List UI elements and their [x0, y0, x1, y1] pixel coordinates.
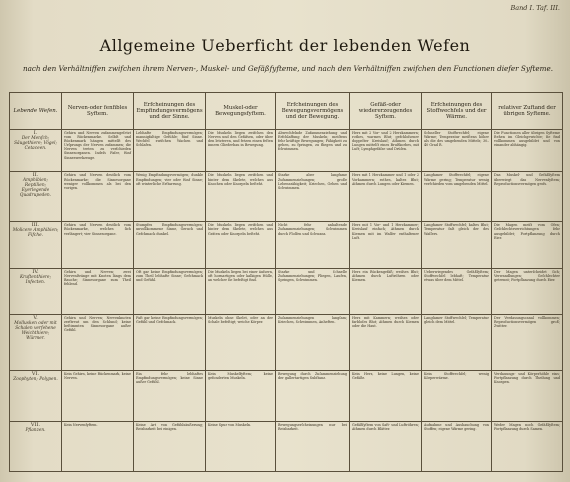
table-cell: Herz ein Rückengefäß; weiſses Blut; Athmen durch Luftröhren oder Kiemen.	[350, 269, 422, 315]
row-label	[10, 269, 62, 315]
table-cell: Herz mit 2 Vor- und 2 Herzkammern; rothes, warmes Blut; gefchloſsener doppelter Kreislauf; Athmen durch Lungen mittelſt eines Bruſtkorbes, mit Luft; Lymphgefäſse und Drüſen.	[350, 130, 422, 172]
col-header: Gefäß-oder wiedererzeugendes Syftem.	[350, 93, 422, 130]
row-number: IV.	[32, 269, 39, 276]
table-cell: Gehirn und Nerven deutlich vom Rückenmarke, welches ſich verlängert; vier Sinnesorgane.	[62, 222, 134, 269]
row-name: Zoophyten; Polypen.	[13, 377, 58, 383]
table-row	[10, 422, 563, 472]
table-cell: Herz mit Kammern; weiſses oder farbloſes Blut; Athmen durch Kiemen oder die Haut.	[350, 314, 422, 370]
table-cell: Die Muskeln liegen zwifchen den Nerven und den Gefäfsen, oder über den letzteren, und fetzen einen feſten innern Gliederbau in Bewegung.	[206, 130, 276, 172]
table-row	[10, 314, 563, 370]
table-cell: Weder Magen noch Gefäßſyſtem; Fortpflanzung durch Samen.	[492, 422, 563, 472]
table-cell: Kein Muskelfyftem; keine gefonderten Muskeln.	[206, 371, 276, 422]
col-header: Erfcheinungen des Bewegungsvermögens und der Bewegung.	[276, 93, 350, 130]
row-name: Molicere Amphibien; Fifche.	[12, 228, 59, 239]
table-cell: Die Muskeln liegen bei einer äuſsern, oft hornartigen oder kalkigen Hülle, an welcher ſie befeſtigt find.	[206, 269, 276, 315]
row-name: Amphibien; Reptilien; Eyerlegende Quadrupeden.	[19, 178, 52, 199]
row-name: Kruftenthiere; Infecten.	[19, 275, 52, 286]
table-row	[10, 130, 563, 172]
table-cell: Wenig Empfindungsvermögen; dunkle Empfindungen; vier oder fünf Sinne; oft winterliche Erſtarrung.	[134, 172, 206, 222]
table-cell: Faſt gar keine Empfindungsvermögen; Gefühl und Gefchmack.	[134, 314, 206, 370]
table-cell: Muskeln ohne Skelet, oder an der Schale befeſtigt; weiche Körper.	[206, 314, 276, 370]
table-cell: Ueberwiegendes Gefäßſyſtem; Stoffwechſel lebhaft; Temperatur etwas über dem Mittel.	[422, 269, 492, 315]
col-header: Nerven-oder fenfibles Syftem.	[62, 93, 134, 130]
table-cell: Der Verdauungscanal vollkommen; Reproductionsvermögen groß; Zwitter.	[492, 314, 563, 370]
table-cell: Die Muskeln liegen zwifchen und hinter dem Skelete, welches aus Gräten oder Knorpeln beſteht.	[206, 222, 276, 269]
col-header: Erfcheinungen des Stoffwechfels und der Wärme.	[422, 93, 492, 130]
table-cell: Keine Spur von Muskeln.	[206, 422, 276, 472]
table-cell: Langſamer Stoffwechſel; Temperatur gleich dem Mittel.	[422, 314, 492, 370]
table-cell: Die Magen meiſt vom Ofen; Geſchlechtsverrichtungen ſehr ausgebildet; Fortpflanzung durch Eier.	[492, 222, 563, 269]
row-number: V.	[33, 314, 38, 321]
table-cell: Herz mit 1 Herzkammer und 1 oder 2 Vorkammern; rothes, kaltes Blut; Athmen durch Lungen oder Kiemen.	[350, 172, 422, 222]
row-number: VI.	[31, 371, 40, 378]
table-cell: Die Muskeln liegen zwifchen und hinter dem Skelete, welches aus Knochen oder Knorpeln beſteht.	[206, 172, 276, 222]
table-row	[10, 269, 563, 315]
table-cell: Gehirn und Nerven; Nervenknoten zerſtreut um den Schlund; keine beſtimmten Sinnesorgane außer Gefühl.	[62, 314, 134, 370]
table-cell: Langfamer Stoffwechfel; eigene Wärme gering; Temperatur wenig verfchieden vom umgebenden Mittel.	[422, 172, 492, 222]
table-cell: Die Functionen aller übrigen Syfteme ſtehen im Gleichgewichte; ſie find vollkommen ausgebildet und von einander abhängig.	[492, 130, 563, 172]
table-cell: Das Muskel- und Gefäßſyſtem überwiegt das Nervenſyſtem; Reproductionsvermögen grofs.	[492, 172, 563, 222]
col-header: relativer Zuftand der übrigen Syfteme.	[492, 93, 563, 130]
band-label: Band I. Taf. III.	[510, 4, 560, 12]
table-cell: Langfamer Stoffwechfel; kaltes Blut; Temperatur faſt gleich der des Waſſers.	[422, 222, 492, 269]
table-cell: Gehirn und Nerven; zwei Nervenſtränge mit Knoten längs dem Bauche; Sinnesorgane zum Theil fehlend.	[62, 269, 134, 315]
page-subtitle: nach den Verhältniffen zwifchen ihrem Nerven-, Muskel- und Gefäßfyfteme, und nach den Verhältniffen zwifchen den Functionen diefer Syfteme.	[22, 64, 554, 73]
table-cell: Oft gar keine Empfindungsvermögen; zum Theil lebhafte Sinne; Gefchmack und Gefühl.	[134, 269, 206, 315]
table-cell: Abwechfelnde Zufammenziehung und Erfchlaffung der Muskeln; meiſtens fehr kräftige Bewegungen; Fähigkeit zu gehen, zu fpringen, zu fliegen und zu fchwimmen.	[276, 130, 350, 172]
row-number: III.	[31, 222, 40, 229]
table-cell: Gehirn und Nerven zufammengeſetzt vom Rückenmarke. Selbſt und Rückenmark hängen mittelſt des Urſprungs der Nerven zufammen; die Nerven treten zu verſchieden Sinnesorganen. Indeſs Faſer, fünf Sinneswerkzeuge.	[62, 130, 134, 172]
row-name: Pflanzen.	[25, 428, 46, 434]
table-header-row	[10, 93, 563, 130]
table-row	[10, 172, 563, 222]
table-cell: Der Magen unterſcheidet ſich; Verwandlungen; Geſchlechter getrennt; Fortpflanzung durch Eier.	[492, 269, 563, 315]
table-cell: Starke und ſchnelle Zufammenziehungen; Fliegen, Laufen, Springen, Schwimmen.	[276, 269, 350, 315]
row-label	[10, 422, 62, 472]
row-label	[10, 130, 62, 172]
page-title: Allgemeine Ueberficht der lebenden Wefen	[99, 36, 471, 55]
table-cell: Starke aber langfame Zufammenziehungen; große Lebenszähigkeit; Kriechen, Gehen und Schwimmen.	[276, 172, 350, 222]
table-cell: Schneller Stoffwechfel; eigene Wärme; Temperatur meiſtens höher als die des umgebenden Mittels; 30–40 Grad R.	[422, 130, 492, 172]
row-name: Mollusken oder mit Schalen verfehene Weichthiere; Würmer.	[14, 320, 57, 341]
table-cell: Herz mit 1 Vor- und 1 Herzkammer; Kreislauf einfach; Athmen durch Kiemen mit im Waſſer enthaltener Luft.	[350, 222, 422, 269]
table-cell: Verdauungs- und Körperhöhle eins; Fortpflanzung durch Theilung und Knospen.	[492, 371, 563, 422]
col-header: Muskel-oder Bewegungsfyftem.	[206, 93, 276, 130]
table-row	[10, 222, 563, 269]
table-cell: Kein Nervenfyftem.	[62, 422, 134, 472]
col-header: Erfcheinungen des Empfindungsvermögens und der Sinne.	[134, 93, 206, 130]
table-cell: Zuſammenziehungen langſam; Kriechen, Schwimmen, Anheften.	[276, 314, 350, 370]
table-cell: Nicht fehr anhaltende Zufammenziehungen; Schwimmen durch Floſſen und Schwanz.	[276, 222, 350, 269]
table-row	[10, 371, 563, 422]
table-cell: Aufnahme und Aushauchung von Stoffen; eigene Wärme gering.	[422, 422, 492, 472]
table-cell: Kein Herz, keine Lungen, keine Gefäße.	[350, 371, 422, 422]
col-header: Lebende Wefen.	[10, 93, 62, 130]
row-number: VII.	[30, 422, 41, 429]
table-cell: Gehirn und Nerven deutlich vom Rückenmarke; die Sinnesorgane weniger vollkommen als bei den vorigen.	[62, 172, 134, 222]
row-label	[10, 314, 62, 370]
table-cell: Bewegungserſcheinungen nur bei Reizbarkeit.	[276, 422, 350, 472]
row-label	[10, 172, 62, 222]
table-cell: Keine Art von Gefühlsäußerung; Reizbarkeit bei einigen.	[134, 422, 206, 472]
table-cell: Stumpfes Empfindungsvermögen; unvollkommene Sinne, Geruch und Gefchmack dunkel.	[134, 222, 206, 269]
table-cell: Lebhafte Empfindungsvermögen; mannigfaltige Gefühle; fünf Sinne. Wechfel zwifchen Wachen und Schlafen.	[134, 130, 206, 172]
table-cell: Gefäßſyſtem von Saft- und Luftröhren; Athmen durch Blätter.	[350, 422, 422, 472]
row-name: Der Menfch; Säugethiere; Vögel; Cetaceen.	[14, 136, 57, 151]
row-number: I.	[33, 130, 38, 136]
row-label	[10, 371, 62, 422]
table-cell: Bewegung durch Zuſammenziehung der gallertartigen Subſtanz.	[276, 371, 350, 422]
table-cell: Kein Gehirn, keine Rückenmark, keine Nerven.	[62, 371, 134, 422]
table-cell: Kein Stoffwechſel; wenig Körperwärme.	[422, 371, 492, 422]
table-cell: Ein fehr lebhaftes Empfindungsvermögen; keine Sinne außer Gefühl.	[134, 371, 206, 422]
row-number: II.	[32, 172, 39, 179]
row-label	[10, 222, 62, 269]
overview-table	[9, 92, 563, 472]
